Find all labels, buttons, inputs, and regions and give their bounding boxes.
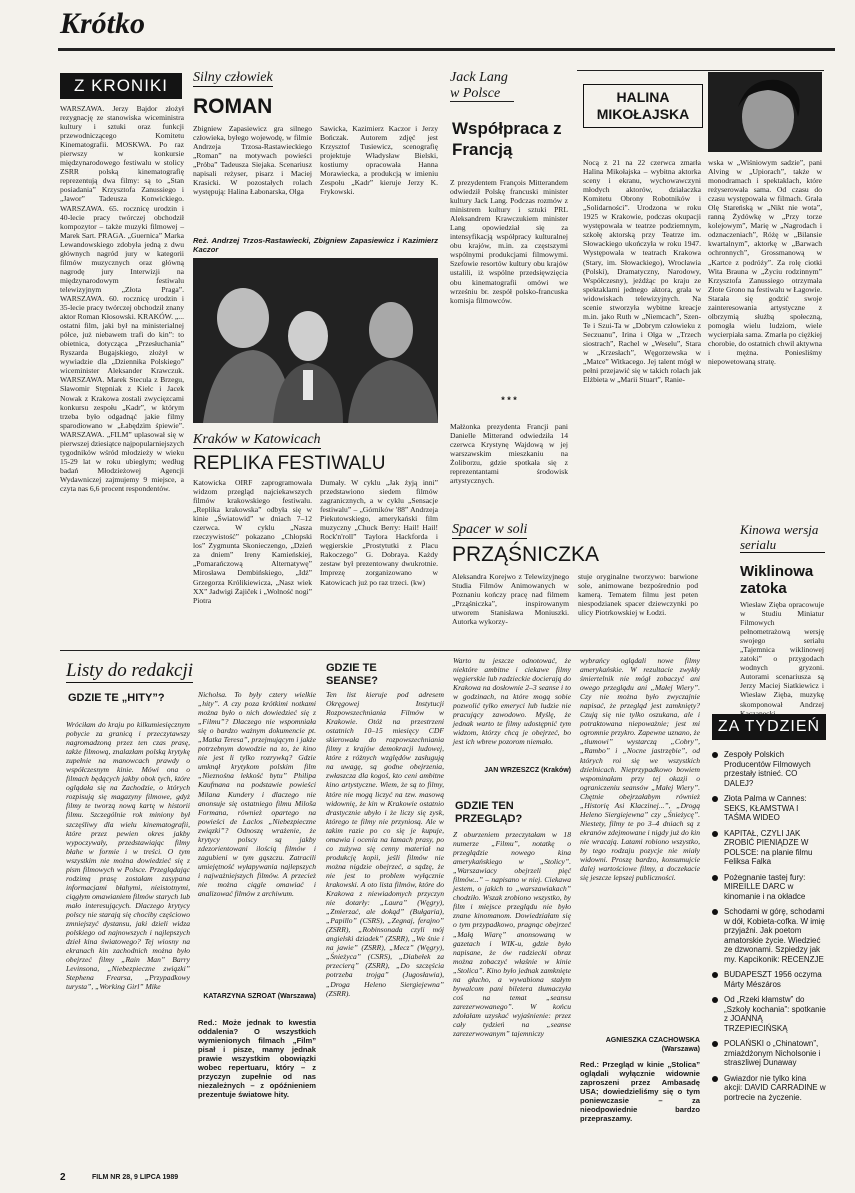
jack-stars: * * * bbox=[501, 395, 517, 405]
spacer-kicker: Spacer w soli bbox=[452, 522, 528, 537]
jack-kicker-rule bbox=[450, 101, 514, 102]
page-section-title: Krótko bbox=[60, 7, 146, 40]
listy-section-title: Listy do redakcji bbox=[66, 660, 193, 681]
tydzien-label: ZA TYDZIEŃ bbox=[712, 714, 826, 740]
roman-photo-caption: Reż. Andrzej Trzos-Rastawiecki, Zbigniew Zapasiewicz i Kazimierz Kaczor bbox=[193, 236, 438, 255]
tydzien-item: BUDAPESZT 1956 oczyma Márty Mészáros bbox=[712, 970, 826, 989]
tydzien-item: Od „Rzeki kłamstw” do „Szkoły kochania”: spotkanie z JOANNĄ TRZEPIECIŃSKĄ bbox=[712, 995, 826, 1033]
przeglad-title: GDZIE TEN PRZEGLĄD? bbox=[455, 800, 523, 825]
seanse-title: GDZIE TE SEANSE? bbox=[326, 662, 378, 687]
halina-col1: Nocą z 21 na 22 czerwca zmarła Halina Mikołajska – wybitna aktorka sceny i ekranu, wychowawczyni młodych aktorów, działaczka Komitetu Obrony Robotników i „Solidarności”. Urodzona w roku 1925 w Krakowie, podczas okupacji występowała w teatrze podziemnym, szkołę aktorską przy Teatrze im. Słowackiego ukończyła w roku 1947. Występowała w teatrach Krakowa (Stary, im. Słowackiego), Wrocławia (Polski), Dramatyczny, Narodowy, Współczesny), jeżdżąc po kraju ze spektaklami jednego aktora, grała w widowiskach telewizyjnych. Na scenie stworzyła wybitne kreacje m.in. jako Ruth w „Niemcach”, Szen-Te i Szui-Ta w „Dobrym człowieku z Seczuanu”, Irina i Olga w „Trzech siostrach”, Rachel w „Weselu”, Stara w „Krzesłach”, Węgorzewska w „Matce” Witkacego. Jej talent mógł w pełni przejawić się w takich rolach jak Elżbieta w „Marii Stuart”, Ranie- bbox=[583, 158, 701, 385]
kroniki-text: WARSZAWA. Jerzy Bajdor złożył rezygnację ze stanowiska wiceministra kultury i sztuki oraz funkcji przewodniczącego Komitetu Kinematografii. MOSKWA. Po raz pierwszy w konkursie międzynarodowego festiwalu w stolicy ZSRR polską kinematografię reprezentują dwa filmy: są to „Stan posiadania” Krzysztofa Zanussiego i „Jawor” Tadeusza Konwickiego. WARSZAWA. 65. rocznicę urodzin i 40-lecie pracy twórczej obchodził kompozytor – także muzyki filmowej – Marek Sart. PRAGA. „Guernica” Marka Lewandowskiego zdobyła jedną z dwu głównych nagród jury w kategorii filmów muzycznych oraz główną nagrodę jury Interwizji na międzynarodowym festiwalu telewizyjnym „Złota Praga”. WARSZAWA. 60. rocznicę urodzin i 35-lecie pracy twórczej obchodził znany aktor Roman Kłosowski. KRAKÓW. „... ostatni film, jaki był na ministerialnej półce, już niebawem trafi do kin”: to obietnica, dotycząca „Przesłuchania” Ryszarda Bugajskiego, złożył w wywiadzie dla „Dziennika Polskiego” wiceminister Aleksander Krawczuk. WARSZAWA. Marek Steculа z Brzegu, Sławomir Stępniak z Kielc i Jacek Nowak z Krakowa zostali zwycięzcami konkursu zespołu „Kadr”, w którym trzeba było odgadnąć jakie filmy sparodiowano w „Łabędzim śpiewie”. WARSZAWA. „FILM” uplasował się w pierwszej dziesiątce najpopularniejszych tygodników wśród młodzieży w wieku 15-29 lat w roku ubiegłym; według badań Młodzieżowej Agencji Wydawniczej zajmujemy 9 miejsce, a czyta nas 6,6 procent respondentów. bbox=[60, 104, 184, 493]
hity-col2: Nicholsa. To były cztery wielkie „hity”. A czy poza krótkimi notkami można było o nich dowiedzieć się z „Filmu”? Dlaczego nie wspomniała się o bardzo ważnym dokumencie pt. „Matka Teresa”, przejmującym i jakże potrzebnym dowodzie na to, że kino nie jest li tylko rozrywką? Gdzie umknął krytykom polskim film „Nieznośna lekkość bytu” Philipa Kaufmana na podstawie powieści Milana Kundery i dlaczego nie anonsuje się ostatniego filmu Miloša Formana, również opartego na powieści de Laclos „Niebezpieczne związki”? Odnoszę wrażenie, że krytycy polscy są jakby zdezorientowani ilością filmów i zagubieni w tym gąszczu. Zatracili umiejętność wyłapywania najlepszych i najważniejszych filmów. A przecież nie można ciągle omawiać i analizować filmów z archiwum. bbox=[198, 690, 316, 899]
kinowa-kicker: Kinowa wersja serialu bbox=[740, 522, 825, 553]
roman-headline: ROMAN bbox=[193, 95, 273, 118]
warto-signature: JAN WRZESZCZ (Kraków) bbox=[484, 767, 571, 774]
footer-page-number: 2 bbox=[60, 1172, 66, 1183]
jack-headline: Współpraca z Francją bbox=[452, 119, 562, 159]
jack-kicker: Jack Lang w Polsce bbox=[450, 70, 508, 101]
hity-editor-reply: Red.: Może jednak to kwestia oddalenia? O wszystkich wymienionych filmach „Film” pisał i pisze, mamy jednak prawie wszystkim obowiązki wobec repertuaru, który – z przyczyn zupełnie od nas niezależnych – z opóźnieniem prezentuje światowe hity. bbox=[198, 1018, 316, 1100]
tydzien-item: Gwiazdor nie tylko kina akcji: DAVID CARRADINE w portrecie na życzenie. bbox=[712, 1074, 826, 1103]
kinowa-text: Wiesław Zięba opracowuje w Studiu Miniatur Filmowych pełnometrażową wersję swojego serialu „Tajemnica wiklinowej zatoki” o przygodach wodnych gryzoni. Autorami scenariusza są Jerzy Maciej Siatkiewicz i Wiesław Zięba, muzykę skomponował Andrzej bbox=[740, 600, 824, 709]
roman-film-still-photo bbox=[193, 258, 438, 423]
wybrancy-signature: AGNIESZKA CZACHOWSKA (Warszawa) bbox=[605, 1037, 700, 1053]
letters-top-rule bbox=[60, 650, 700, 651]
hity-signature: KATARZYNA SZROAT (Warszawa) bbox=[203, 993, 316, 1000]
tydzien-item: Zespoły Polskich Producentów Filmowych przestały istnieć. CO DALEJ? bbox=[712, 750, 826, 788]
tydzien-item: KAPITAŁ, CZYLI JAK ZROBIĆ PIENIĄDZE W POLSCE: na planie filmu Feliksa Falka bbox=[712, 829, 826, 867]
jack-text1: Z prezydentem François Mitterandem odwiedził Polskę francuski minister kultury Jack Lang. Podczas rozmów z ministrem kultury i sztuki PRL Aleksandrem Krawczukiem minister Lang opowiedział się za intensyfikacją współpracy kulturalnej obu krajów, m.in. za częstszymi wspólnymi produkcjami filmowymi. Szefowie resortów kultury obu krajów ustalili, iż wspólne przedsięwzięcia obu kinematografii omówi we wrześniu br. zespół polsko-francuska komisja filmowców. bbox=[450, 178, 568, 305]
spacer-col2: stuje oryginalne tworzywo: barwione sole, animowane bezpośrednio pod kamerą. Tematem filmu jest peten niespodzianek spacer dziewczynki po ulicy Piotrkowskiej w Łodzi. bbox=[578, 572, 698, 618]
roman-col1: Zbigniew Zapasiewicz gra silnego człowieka, byłego wojewodę, w filmie Andrzeja Trzosa-Rastawieckiego „Roman” na motywach powieści „Próba” Tadeusza Siejaka. Scenariusz napisali reżyser, pisarz i Maciej Krasicki. W pozostałych rolach występują: Halina Łabonarska, Olga bbox=[193, 124, 312, 197]
halina-name: HALINA MIKOŁAJSKA bbox=[583, 84, 703, 128]
tydzien-item: Schodami w górę, schodami w dół, Kobieta-cofka. W imię przyjaźni. Jak poetom amatorskie życie. Wiedzieć ze dzwonami. Szpiedzy jak my. Kapcikonik: RECENZJE bbox=[712, 907, 826, 964]
spacer-headline: PRZĄŚNICZKA bbox=[452, 543, 600, 566]
hity-title: GDZIE TE „HITY”? bbox=[68, 692, 165, 704]
halina-portrait-photo bbox=[708, 72, 822, 152]
przeglad-text: Z oburzeniem przeczytałam w 18 numerze „Filmu”, notatkę o przeglądzie nowego kina amerykańskiego w „Stolicy”. „Warszawiacy obejrzeli pięć filmów...” – napisano w niej. Ciekawa jestem, o jakich to „warszawiakach” chodziło. Wszak zrobiono wszystko, by film i miejsce przeglądu nie było znane kinomanom. Dowiedziałam się o tym przypadkowo, pragnąc obejrzeć „Małą Wiarę” anonsowaną w gazetach i WIK-u, gdzie było napisane, że ów radziecki obraz można zobaczyć właśnie w kinie „Stolica”. Kino było jednak zamknięte na głucho, a wywabiona stałym bywalcom pani biletera tłumaczyła coś na temat „seansu zarezerwowanego”. W końcu zdołałam uzyskać wyjaśnienie: przez cały tydzień na „seanse zarezerwowanym” tajemniczy bbox=[453, 830, 571, 1039]
krakow-col2: Dumały. W cyklu „Jak żyją inni” przedstawiono siedem filmów zagranicznych, a w cyklu „Sensacje festiwalu” – „Górników '88” Andrzeja Piekutowskiego, amerykański film muzyczny „Chuck Berry: Hail! Hail! Rock'n'roll” Taylora Hackforda i węgierskie „Prostytutki z Placu Rakoczego” G. Dobraya. Każdy zestaw był prezentowany dwukrotnie. Imprezę zorganizowano w Katowicach już po raz trzeci. (kw) bbox=[320, 478, 438, 587]
header-rule bbox=[58, 48, 835, 51]
kinowa-headline: Wiklinowa zatoka bbox=[740, 563, 814, 597]
roman-kicker: Silny człowiek bbox=[193, 70, 273, 85]
tydzien-item: POLAŃSKI o „Chinatown”, zmiażdżonym Nicholsonie i straszliwej Dunaway bbox=[712, 1039, 826, 1068]
tydzien-item: Pożegnanie tastej fury: MIREILLE DARC w kinomanie i na okładce bbox=[712, 873, 826, 902]
halina-col2: wska w „Wiśniowym sadzie”, pani Alving w „Upiorach”, także w monodramach i spektaklach, które reżyserowała sama. Od czasu do czasu występowała w filmach. Grała Olę Stareńską w „Nikt nie wota”, ranną Żydówkę w „Przy torze kolejowym”, Marię w „Nagrodach i odznaczeniach”, Różę w „Bilansie kwartalnym”, aktorkę w „Barwach ochronnych”, Grossmanową w „Kartce z podróży”. Za rolę ciotki Wita Brauna w „Życiu rodzinnym” Krzysztofa Zanussiego otrzymała Złote Grono na festiwalu w Łagowie. Starała się godzić swoje zainteresowania artystyczne z olbrzymią służbą społeczną, pomogła wielu ludziom, wiele wycierpiała sama. Zmarła po ciężkiej chorobie, do ostatnich chwil aktywna i mężna. Poniesliśmy niepowetowaną stratę. bbox=[708, 158, 822, 367]
halina-frame-top bbox=[577, 70, 824, 71]
krakow-col1: Katowicka OIRF zaprogramowała widzom przegląd najciekawszych filmów krakowskiego festiwalu. „Replika krakowska” odbyła się w kinie „Światowid” w dniach 7–12 czerwca. W cyklu „Nasza rzeczywistość” pokazano „Chłopski los” Zygmunta Skonieczengo, „Dzień za dniem” Ireny Kamieńskiej, „Pomarańczową Alternatywę” Mirosława Dembińskiego, „Idź” Grzegorza Królikiewicza, „Nasz wiek XX” Jadwigi Żajiček i „Wolność nogi” Piotra bbox=[193, 478, 312, 605]
hity-col1: Wróciłam do kraju po kilkumiesięcznym pobycie za granicą i przeczytawszy nagromadzoną przez ten czas prasę, także filmową, znalazłam polską krytykę zupełnie na manowcach prawdy o współczesnym kinie. Mówi ona o filmach będących jakby obok tych, które oglądała się na Zachodzie, o których rozpisują się magazyny filmowe, gdyż filmy te tworzą nową kartę w historii filmu. Szczególnie rok miniony był szczęśliwy dla wielu kinematografii, które przez pewien okres jakby wypoczywały, przedstawiając filmy błahe w formie i w treści. O tym wszystkim nie można dowiedzieć się z pism filmowych w Polsce. Przeglądając rodzimą prasę zostałam zasypana informacjami błahymi, nieistotnymi, ciągłym omawianiem filmów starych lub mało interesujących. Dlaczego krytycy polscy nie starają się chociby częściowo zmniejszyć dystansu, jaki dzieli widza polskiego od najnowszych i najlepszych dzieł kina światowego? Tej wiosny na ekranach kin zachodnich można było obejrzeć filmy „Rain Man” Barry Levinsona, „Niebezpieczne związki” Stephena Frearsa, „Przypadkowy turysta”, „Working Girl” Mike bbox=[66, 720, 190, 992]
jack-text2: Małżonka prezydenta Francji pani Danielle Mitterand odwiedziła 14 czerwca Krystynę Wajdową w jej warszawskim mieszkaniu na Żoliborzu, gdzie spotkała się z reprezentantami środowisk artystycznych. bbox=[450, 422, 568, 486]
tydzien-list bbox=[712, 750, 826, 1108]
wybrancy-text: wybrańcy oglądali nowe filmy amerykańskie. W rezultacie zwykły śmiertelnik nie mógł zobaczyć ani owego przeglądu ani „Małej Wiery”. Czy nie można było zwyczajnie napisać, że przegląd jest zamknięty? Czują się nie tylko oszukana, ale i potraktowana niepoważnie; jest mi ogromnie przykro. Zapewne uznano, że „tłumowi” wystarczą „Cobry”, „Rambo” i „Nocne jastrzębie”, od których roi się we wszystkich dzielnicach. Nieprzypadkowo bowiem wspominałam przy tej okazji o ograniczeniu seansów „Małej Wiery”. Chętnie obejrzałabym również „Historię Asi Klaczinej...”, „Drogą Heleno Siergiejewna” czy „Śnieżycę”. Niestety, filmy te po 3–4 dniach są z ekranów zdejmowane i nigdy już do kin nie wracają. Latami robiono wszystko, by tego rodzaju pozycje nie miały widowni. Proszę bardzo, konsumujcie dalej wartościowe filmy, a doczekacie się jeszcze lepszej publiczności. bbox=[580, 656, 700, 883]
krakow-headline: REPLIKA FESTIWALU bbox=[193, 453, 386, 474]
seanse-text: Ten list kieruje pod adresem Okręgowej Instytucji Rozpowszechniania Filmów w Krakowie. Otóż na przestrzeni ostatnich 10–15 miesięcy CDF skierowała do rozpowszechniania filmy z krajów demokracji ludowej, które z różnych względów zasługują na uwagę, są godne obejrzenia, zwłaszcza dla kogoś, kto ceni ambitne kino artystyczne. Wiem, że są to filmy, które nie mogą liczyć na tzw. masową widownię, że kin w Krakowie ostatnio drastycznie ubyło i że liczy się zysk, którego te filmy nie przyniosą. Ale w takim razie po co się je kupuje, omawia i ocenia na łamach prasy, po co zużywa się cenny materiał na produkcję kopii, jeśli filmów nie można nigdzie obejrzeć, a sądzę, że nie jest to problem wyłącznie krakowski. A oto lista filmów, które do Krakowa z niewiadomych przyczyn nie dotarły: „Laura” (Węgry), „Zmierzać, ale dokąd” (Bułgaria), „Papillo” (CSRS), „Zegnaj, ferajno” (ZSRR), „Robinsonada czyli mój angielski dziadek” (ZSRR), „We śnie i na jawie” (ZSRR), „Mecz” (Węgry), „Śnieżyca” (CSRS), „Diabełek za przecierą” (ZSRR), „Do szczęścia potrzeba trojga” (Jugosławia), „Droga Heleno Siergiejewna” (ZSRR). bbox=[326, 690, 444, 998]
kroniki-label: Z KRONIKI bbox=[60, 73, 182, 99]
roman-col2: Sawicka, Kazimierz Kaczor i Jerzy Bończak. Autorem zdjęć jest Krzysztof Tusiewicz, scenografię projektuje Władysław Bielski, kostiumy opracowała Hanna Morawiecka, a produkcją w imieniu Zespołu „Kadr” kieruje Jerzy K. Frykowski. bbox=[320, 124, 438, 197]
wybrancy-editor-reply: Red.: Przegląd w kinie „Stolica” oglądali wyłącznie widownie zaproszeni przez Ambasadę USA; dowiedzieliśmy się o tym poniewczasie – za nieodpowiednie bardzo przepraszamy. bbox=[580, 1060, 700, 1124]
krakow-kicker: Kraków w Katowicach bbox=[193, 432, 321, 447]
footer-issue: FILM NR 28, 9 LIPCA 1989 bbox=[92, 1174, 179, 1181]
warto-text: Warto tu jeszcze odnotować, że niektóre ambitne i ciekawe filmy węgierskie lub radzieckie docierają do Krakowa na dosłownie 2–3 seanse i to w godzinach, na które mogą sobie pozwolić tylko emeryci lub ludzie nie pracujący zawodowo. Myślę, że jednak warto te filmy udostępnić tym widzom, którzy chcą je obejrzeć, bo jest ich wbrew pozorom niemało. bbox=[453, 656, 571, 747]
tydzien-item: Złota Palma w Cannes: SEKS, KŁAMSTWA I TAŚMA WIDEO bbox=[712, 794, 826, 823]
spacer-col1: Aleksandra Korejwo z Telewizyjnego Studia Filmów Animowanych w Poznaniu kończy pracę nad filmem „Prząśniczka”, inspirowanym utworem Stanisława Moniuszki. Autorka wykorzy- bbox=[452, 572, 569, 627]
